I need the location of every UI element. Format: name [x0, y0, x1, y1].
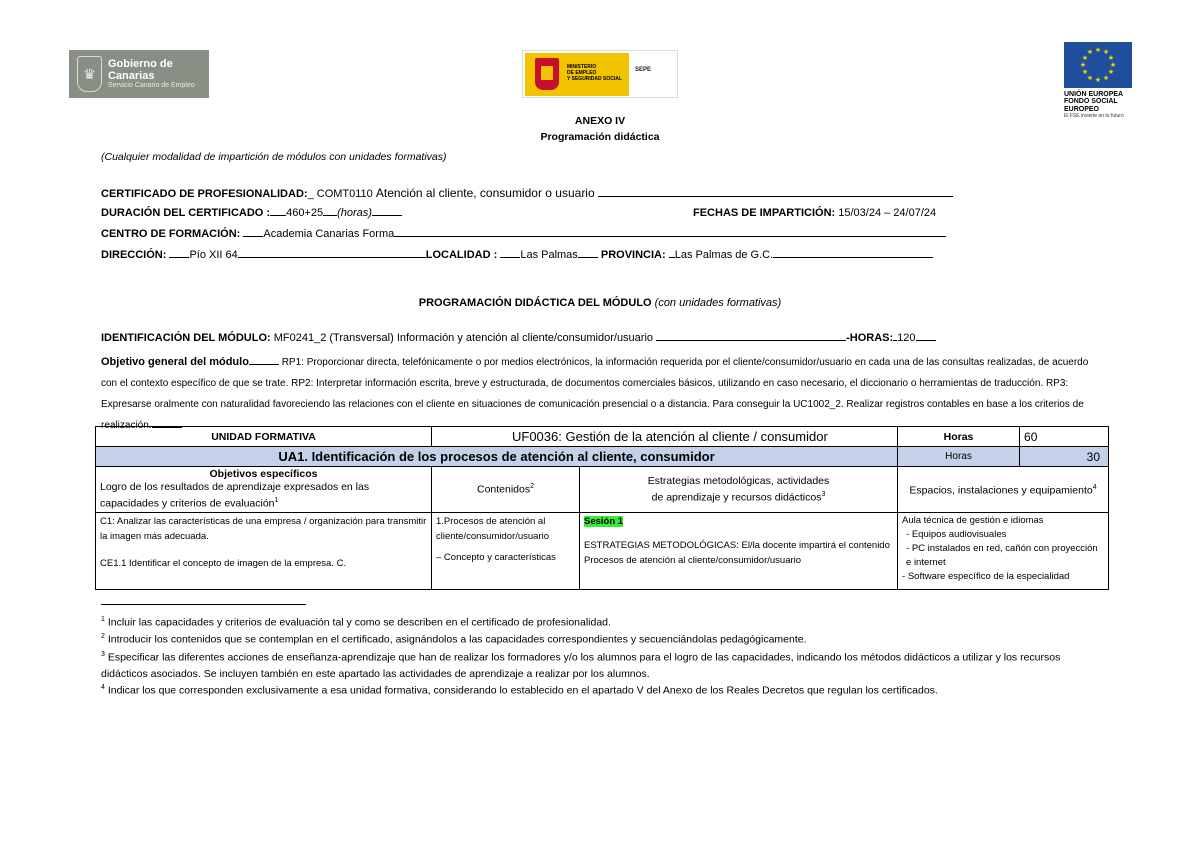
dates-row [693, 207, 936, 219]
svg-text:★: ★ [1102, 75, 1110, 82]
col-objectives-title: Objetivos específicos [209, 468, 318, 480]
module-hours-label: -HORAS: [846, 332, 894, 344]
footnote-1: $^1$ Incluir las capacidades y criterios de evaluación tal y como se describen en el certificado de profesionalidad. [101, 616, 611, 629]
footnote-2: $^2$ Introducir los contenidos que se contemplan en el certificado, asignándolos a las capacidades correspondientes y secuenciándolas pedagógicamente. [101, 633, 807, 646]
canarias-crest-icon: ♛ [77, 56, 102, 92]
svg-text:★: ★ [1094, 77, 1102, 84]
uf-hours-label: Horas [898, 427, 1020, 447]
svg-text:★: ★ [1079, 62, 1087, 69]
ua-hours-value: 30 [1020, 447, 1109, 467]
address-row [101, 249, 933, 261]
svg-text:★: ★ [1081, 69, 1089, 76]
col-contents-header: Contenidos$^2$ [432, 467, 580, 513]
session-badge: Sesión 1 [584, 515, 624, 527]
spain-shield-icon [535, 58, 559, 90]
footnote-2-text: Introducir los contenidos que se contemplan en el certificado, asignándolos a las capacidades correspondientes y secuenciándolas pedagógicamente. [107, 633, 807, 646]
sepe-label: SEPE [635, 67, 652, 73]
annex-subtitle: Programación didáctica [540, 131, 660, 143]
gobierno-canarias-logo [69, 50, 209, 98]
footnote-4: $^4$ Indicar los que corresponden exclusivamente a esa unidad formativa, considerando lo establecido en el apartado V del Anexo de los Reales Decretos que regulan los certificados. [101, 684, 938, 697]
footnote-divider [101, 604, 306, 605]
locality-value: Las Palmas [520, 249, 578, 261]
certificate-row: CERTIFICADO DE PROFESIONALIDAD:_ COMT0110 Atención al cliente, consumidor o usuario [101, 186, 953, 200]
annex-title: ANEXO IV [574, 115, 626, 127]
dates-value: 15/03/24 – 24/07/24 [838, 207, 937, 219]
module-title-text: PROGRAMACIÓN DIDÁCTICA DEL MÓDULO [418, 297, 652, 309]
col-objectives-header: Objetivos específicos Logro de los resultados de aprendizaje expresados en las capacidades y criterios de evaluación$^1$ [96, 467, 432, 513]
content-item-1: 1.Procesos de atención al cliente/consumidor/usuario [436, 515, 550, 542]
col-spaces-title: Espacios, instalaciones y equipamiento [909, 484, 1093, 497]
contents-cell [432, 512, 580, 589]
center-row [101, 228, 946, 240]
eu-line3: El FSE invierte en tu futuro [1064, 113, 1124, 120]
uf-value: UF0036: Gestión de la atención al cliente / consumidor [432, 427, 898, 447]
center-value: Academia Canarias Forma [263, 228, 395, 240]
address-label: DIRECCIÓN: [101, 249, 167, 261]
col-contents-title: Contenidos [476, 483, 531, 496]
module-section-title [0, 297, 1200, 309]
province-value: Las Palmas de G.C. [674, 249, 774, 261]
duration-label: DURACIÓN DEL CERTIFICADO : [101, 207, 271, 219]
objective-label: Objetivo general del módulo [101, 356, 249, 368]
duration-row [101, 207, 402, 219]
objectives-cell [96, 512, 432, 589]
certificate-label: CERTIFICADO DE PROFESIONALIDAD: [101, 188, 308, 200]
eu-logo [1064, 42, 1132, 119]
ua-title: UA1. Identificación de los procesos de atención al cliente, consumidor [96, 447, 898, 467]
module-id-row [101, 332, 936, 344]
ministerio-line1: MINISTERIO [567, 64, 597, 70]
col-strategies-header: Estrategias metodológicas, actividades de aprendizaje y recursos didácticos$^3$ [580, 467, 898, 513]
svg-text:★: ★ [1102, 49, 1110, 56]
province-label: PROVINCIA: [600, 249, 666, 261]
footnote-1-text: Incluir las capacidades y criterios de evaluación tal y como se describen en el certificado de profesionalidad. [107, 616, 611, 629]
certificate-code: COMT0110 [316, 188, 373, 200]
module-objective [101, 352, 1101, 436]
modality-note: (Cualquier modalidad de impartición de módulos con unidades formativas) [101, 151, 447, 163]
space-item-4: - Software específico de la especialidad [902, 570, 1070, 582]
footnote-4-text: Indicar los que corresponden exclusivamente a esa unidad formativa, considerando lo establecido en el apartado V del Anexo de los Reales Decretos que regulan los certificados. [107, 684, 938, 697]
eu-line2: FONDO SOCIAL EUROPEO [1064, 98, 1118, 113]
duration-unit: (horas) [337, 207, 372, 219]
space-item-3: - PC instalados en red, cañón con proyección e internet [906, 542, 1098, 568]
svg-text:★: ★ [1107, 69, 1115, 76]
canarias-logo-title: Gobierno de Canarias [107, 58, 173, 83]
module-title-note: (con unidades formativas) [654, 297, 782, 309]
center-label: CENTRO DE FORMACIÓN: [101, 228, 241, 240]
uf-label: UNIDAD FORMATIVA [96, 427, 432, 447]
uf-hours-value: 60 [1020, 427, 1109, 447]
objective-ce1-1: CE1.1 Identificar el concepto de imagen de la empresa. C. [100, 557, 347, 569]
col-strategies-title-2: de aprendizaje y recursos didácticos [651, 491, 822, 504]
svg-text:★: ★ [1107, 55, 1115, 62]
eu-flag-icon [1064, 42, 1132, 88]
module-id-label: IDENTIFICACIÓN DEL MÓDULO: [101, 332, 271, 344]
ua-hours-label: Horas [898, 447, 1020, 467]
objective-c1: C1: Analizar las características de una empresa / organización para transmitir la imagen más adecuada. [100, 515, 427, 542]
canarias-logo-subtitle: Servicio Canario de Empleo [107, 82, 195, 90]
eu-line1: UNIÓN EUROPEA [1064, 91, 1124, 98]
ministerio-logo [522, 50, 678, 98]
svg-text:★: ★ [1081, 55, 1089, 62]
ministerio-line3: Y SEGURIDAD SOCIAL [567, 75, 622, 82]
duration-value: 460+25 [286, 207, 324, 219]
svg-text:★: ★ [1109, 62, 1117, 69]
uf-row [96, 427, 1109, 447]
space-item-1: Aula técnica de gestión e idiomas [902, 514, 1044, 526]
dates-label: FECHAS DE IMPARTICIÓN: [693, 207, 836, 219]
svg-text:★: ★ [1086, 49, 1094, 56]
module-id-value: MF0241_2 (Transversal) Información y atención al cliente/consumidor/usuario [273, 332, 654, 344]
certificate-name: Atención al cliente, consumidor o usuario [375, 186, 595, 200]
svg-text:★: ★ [1094, 47, 1102, 54]
svg-text:★: ★ [1086, 75, 1094, 82]
content-row [96, 512, 1109, 589]
content-item-2: – Concepto y características [436, 551, 556, 563]
col-spaces-header: Espacios, instalaciones y equipamiento$^4$ [898, 467, 1109, 513]
strategies-text: ESTRATEGIAS METODOLÓGICAS: El/la docente impartirá el contenido Procesos de atención al cliente/consumidor/usuario [584, 539, 890, 566]
column-headers-row [96, 467, 1109, 513]
ua-row [96, 447, 1109, 467]
ministerio-line2: DE EMPLEO [567, 69, 597, 76]
col-strategies-title-1: Estrategias metodológicas, actividades [647, 475, 830, 487]
module-hours-value: 120 [897, 332, 916, 344]
space-item-2: - Equipos audiovisuales [906, 528, 1007, 540]
footnote-3: $^3$ Especificar las diferentes acciones de enseñanza-aprendizaje que han de realizar los formadores y/o los alumnos para el logro de las capacidades, indicando los métodos didácticos a utilizar y los recursos didácticos asociados. Se incluyen también en este apartado las actividades de aprendizaje a realizar por los alumnos. [101, 651, 1061, 680]
strategies-cell [580, 512, 898, 589]
programming-table [95, 426, 1109, 590]
locality-label: LOCALIDAD : [425, 249, 498, 261]
address-value: Pío XII 64 [189, 249, 238, 261]
col-objectives-sub: Logro de los resultados de aprendizaje expresados en las capacidades y criterios de evaluación [100, 481, 370, 510]
spaces-cell [898, 512, 1109, 589]
footnote-3-text: Especificar las diferentes acciones de enseñanza-aprendizaje que han de realizar los formadores y/o los alumnos para el logro de las capacidades, indicando los métodos didácticos a utilizar y los recursos didácticos asociados. Se incluyen también en este apartado las actividades de aprendizaje a realizar por los alumnos. [101, 651, 1061, 680]
objective-text: RP1: Proporcionar directa, telefónicamente o por medios electrónicos, la información requerida por el cliente/consumidor/usuario en cada una de las consultas realizadas, de acuerdo con el contexto específico de que se trate. RP2: Interpretar información escrita, breve y estructurada, de documentos comerciales básicos, utilizando en caso necesario, el diccionario o herramientas de traducción. RP3: Expresarse oralmente con naturalidad favoreciendo las relaciones con el cliente en situaciones de comunicación presencial o a distancia. Para conseguir la UC1002_2. Realizar registros contables en base a los criterios de realización. [101, 357, 1089, 431]
